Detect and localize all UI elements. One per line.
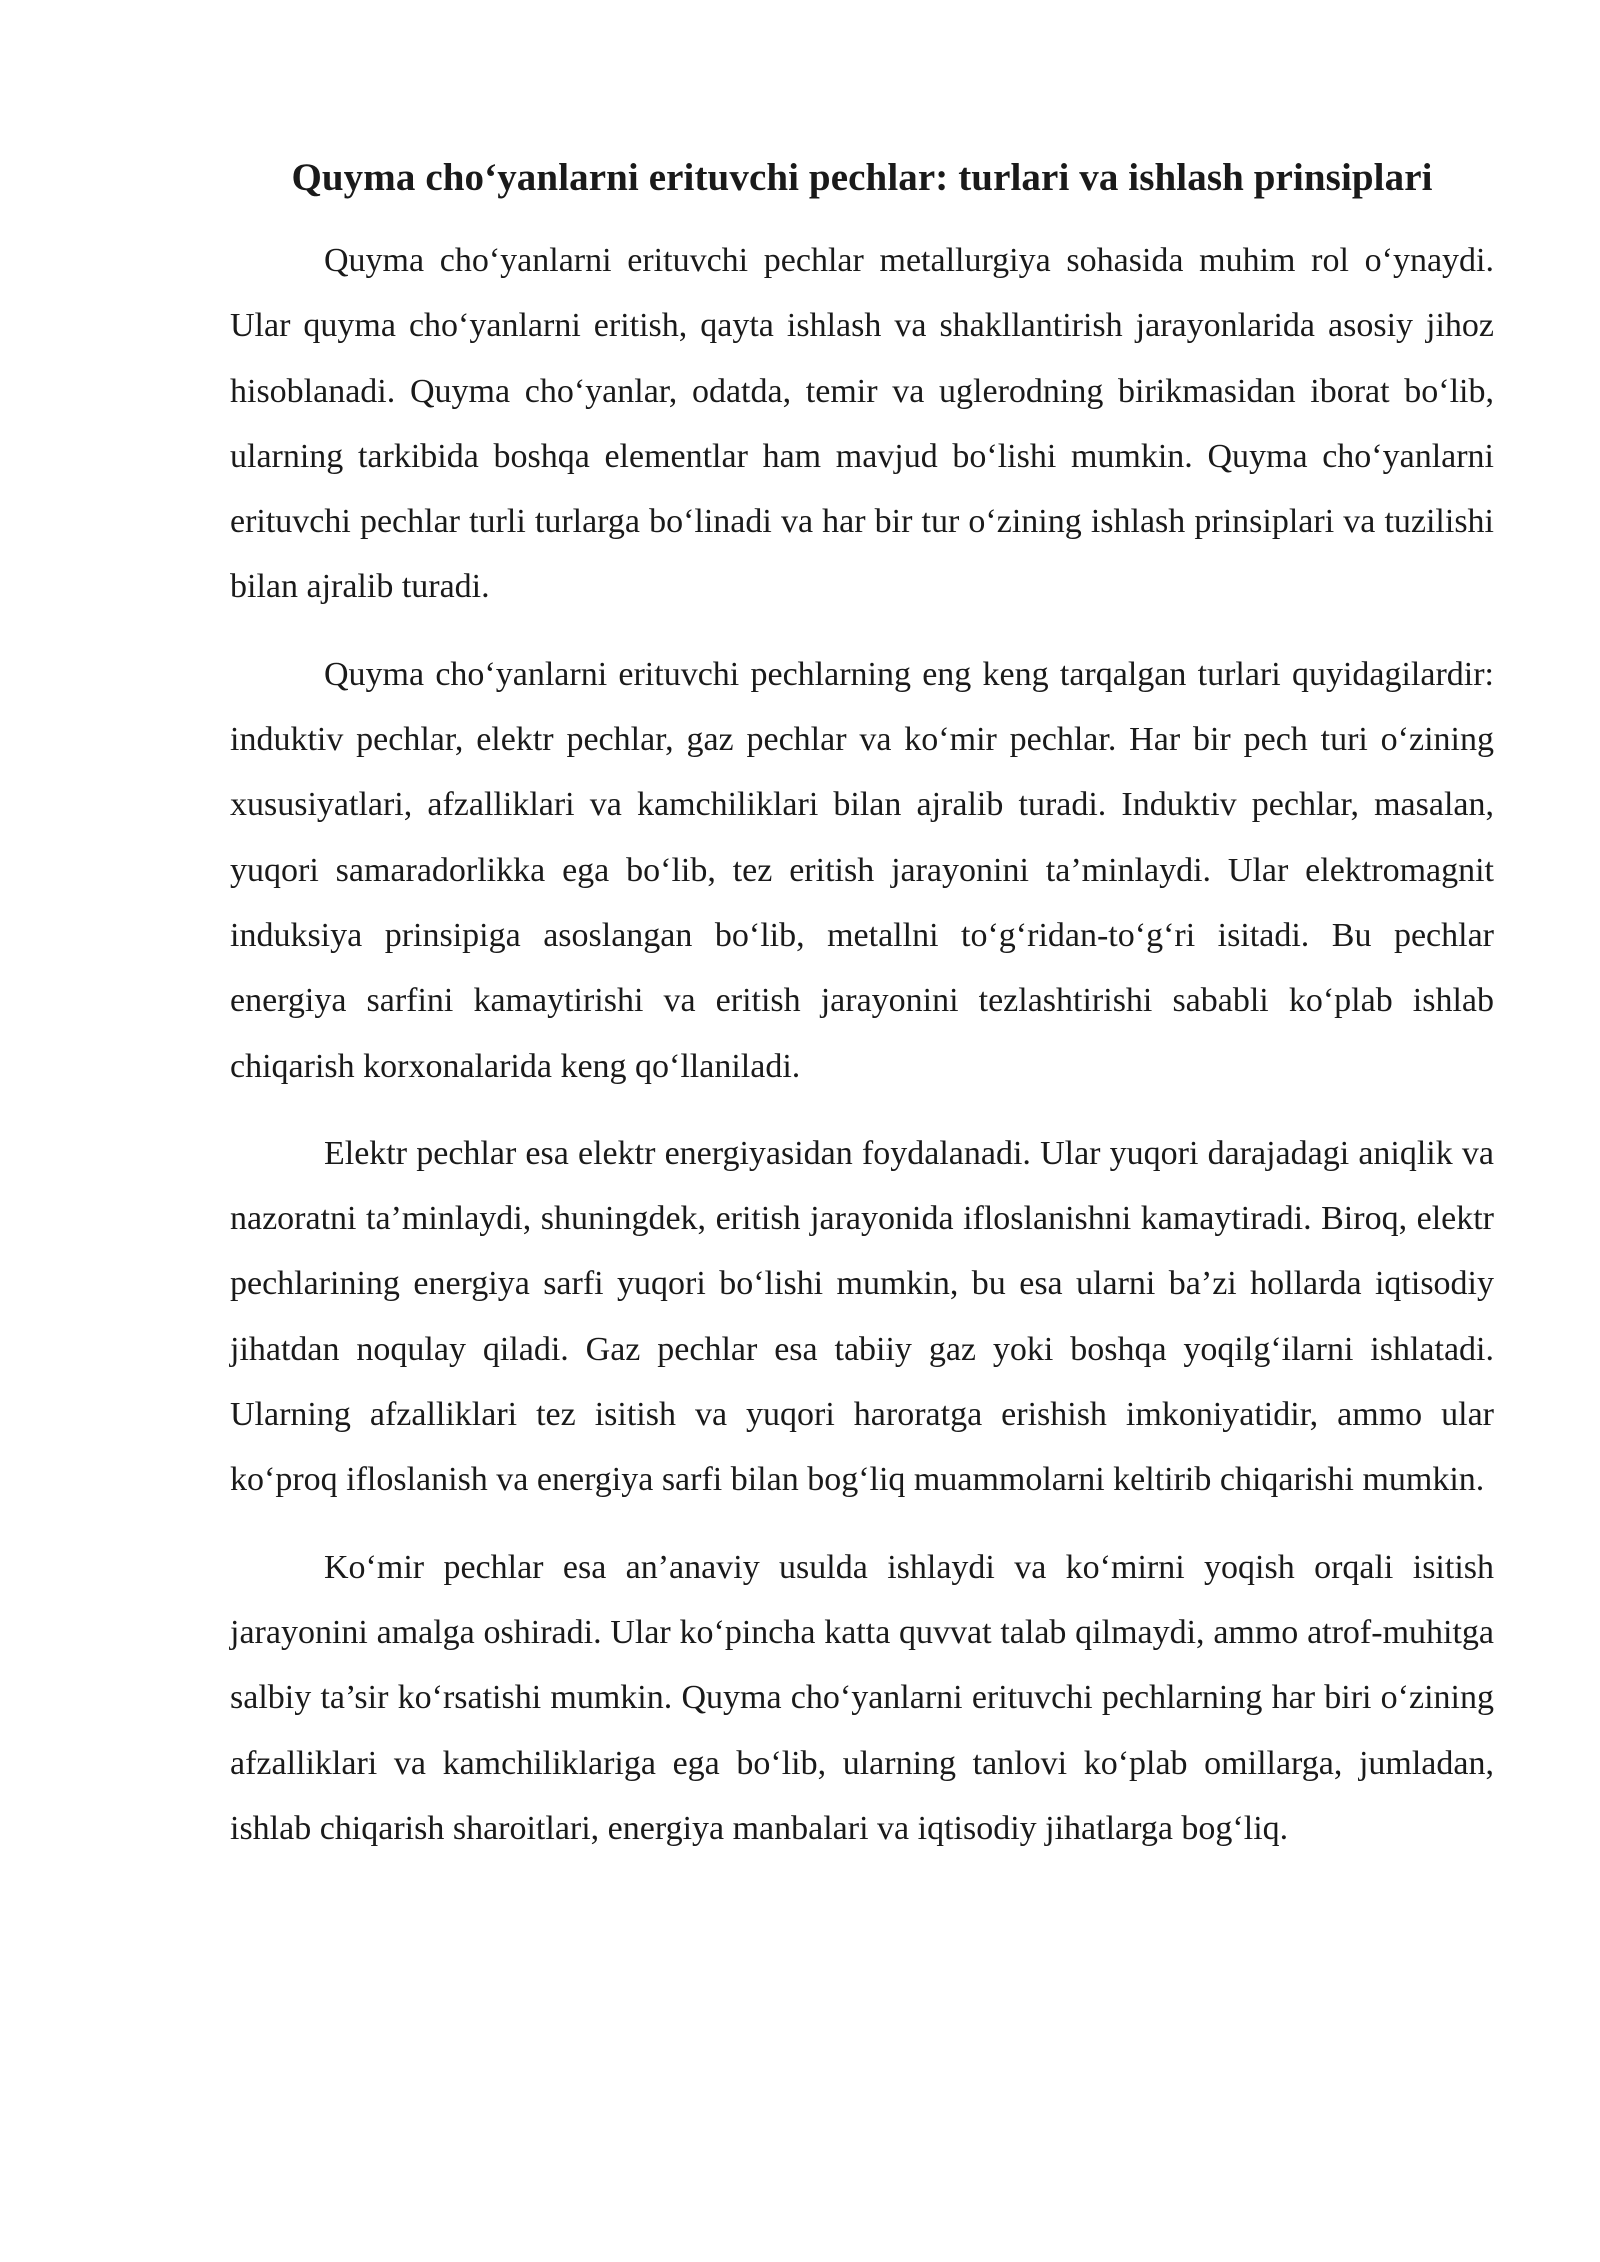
- paragraph-1: Quyma cho‘yanlarni erituvchi pechlar metallurgiya sohasida muhim rol o‘ynaydi. Ular quyma cho‘yanlarni eritish, qayta ishlash va shakllantirish jarayonlarida asosiy jihoz hisoblanadi. Quyma cho‘yanlar, odatda, temir va uglerodning birikmasidan iborat bo‘lib, ularning tarkibida boshqa elementlar ham mavjud bo‘lishi mumkin. Quyma cho‘yanlarni erituvchi pechlar turli turlarga bo‘linadi va har bir tur o‘zining ishlash prinsiplari va tuzilishi bilan ajralib turadi.: [230, 242, 1494, 606]
- paragraph-2: Quyma cho‘yanlarni erituvchi pechlarning eng keng tarqalgan turlari quyidagilardir: induktiv pechlar, elektr pechlar, gaz pechlar va ko‘mir pechlar. Har bir pech turi o‘zining xususiyatlari, afzalliklari va kamchiliklari bilan ajralib turadi. Induktiv pechlar, masalan, yuqori samaradorlikka ega bo‘lib, tez eritish jarayonini ta’minlaydi. Ular elektromagnit induksiya prinsipiga asoslangan bo‘lib, metallni to‘g‘ridan-to‘g‘ri isitadi. Bu pechlar energiya sarfini kamaytirishi va eritish jarayonini tezlashtirishi sababli ko‘plab ishlab chiqarish korxonalarida keng qo‘llaniladi.: [230, 655, 1494, 1085]
- document-title: Quyma cho‘yanlarni erituvchi pechlar: turlari va ishlash prinsiplari: [291, 156, 1433, 199]
- paragraph-3: Elektr pechlar esa elektr energiyasidan foydalanadi. Ular yuqori darajadagi aniqlik va nazoratni ta’minlaydi, shuningdek, eritish jarayonida ifloslanishni kamaytiradi. Biroq, elektr pechlarining energiya sarfi yuqori bo‘lishi mumkin, bu esa ularni ba’zi hollarda iqtisodiy jihatdan noqulay qiladi. Gaz pechlar esa tabiiy gaz yoki boshqa yoqilg‘ilarni ishlatadi. Ularning afzalliklari tez isitish va yuqori haroratga erishish imkoniyatidir, ammo ular ko‘proq ifloslanish va energiya sarfi bilan bog‘liq muammolarni keltirib chiqarishi mumkin.: [230, 1134, 1494, 1499]
- paragraph-4: Ko‘mir pechlar esa an’anaviy usulda ishlaydi va ko‘mirni yoqish orqali isitish jarayonini amalga oshiradi. Ular ko‘pincha katta quvvat talab qilmaydi, ammo atrof-muhitga salbiy ta’sir ko‘rsatishi mumkin. Quyma cho‘yanlarni erituvchi pechlarning har biri o‘zining afzalliklari va kamchiliklariga ega bo‘lib, ularning tanlovi ko‘plab omillarga, jumladan, ishlab chiqarish sharoitlari, energiya manbalari va iqtisodiy jihatlarga bog‘liq.: [230, 1548, 1494, 1847]
- document-body: [230, 150, 1494, 1883]
